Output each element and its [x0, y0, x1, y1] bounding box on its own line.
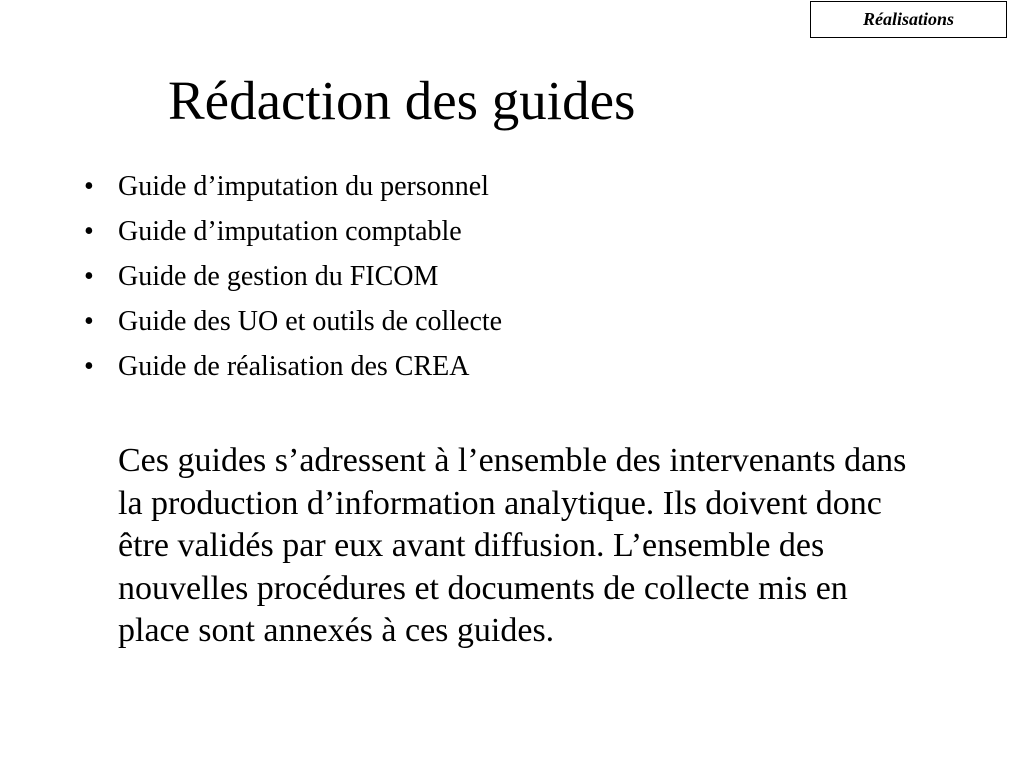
bullet-icon: • — [84, 171, 94, 202]
bullet-icon: • — [84, 306, 94, 337]
bullet-item — [84, 344, 502, 389]
bullet-item — [84, 209, 502, 254]
bullet-item — [84, 254, 502, 299]
bullet-text: Guide d’imputation du personnel — [118, 171, 489, 202]
bullet-text: Guide d’imputation comptable — [118, 216, 462, 247]
body-paragraph: Ces guides s’adressent à l’ensemble des intervenants dans la production d’information analytique. Ils doivent donc être validés par eux avant diffusion. L’ensemble des nouvelles procédures et documents de collecte mis en place sont annexés à ces guides. — [118, 442, 907, 649]
slide-title: Rédaction des guides — [168, 70, 636, 131]
section-tag-label: Réalisations — [862, 9, 955, 29]
bullet-icon: • — [84, 351, 94, 382]
bullet-list — [84, 164, 502, 389]
bullet-item — [84, 164, 502, 209]
bullet-text: Guide de réalisation des CREA — [118, 351, 470, 382]
section-tag — [810, 1, 1007, 38]
bullet-text: Guide des UO et outils de collecte — [118, 306, 503, 337]
bullet-item — [84, 299, 502, 344]
bullet-icon: • — [84, 216, 94, 247]
bullet-icon: • — [84, 261, 94, 292]
bullet-text: Guide de gestion du FICOM — [118, 261, 439, 292]
